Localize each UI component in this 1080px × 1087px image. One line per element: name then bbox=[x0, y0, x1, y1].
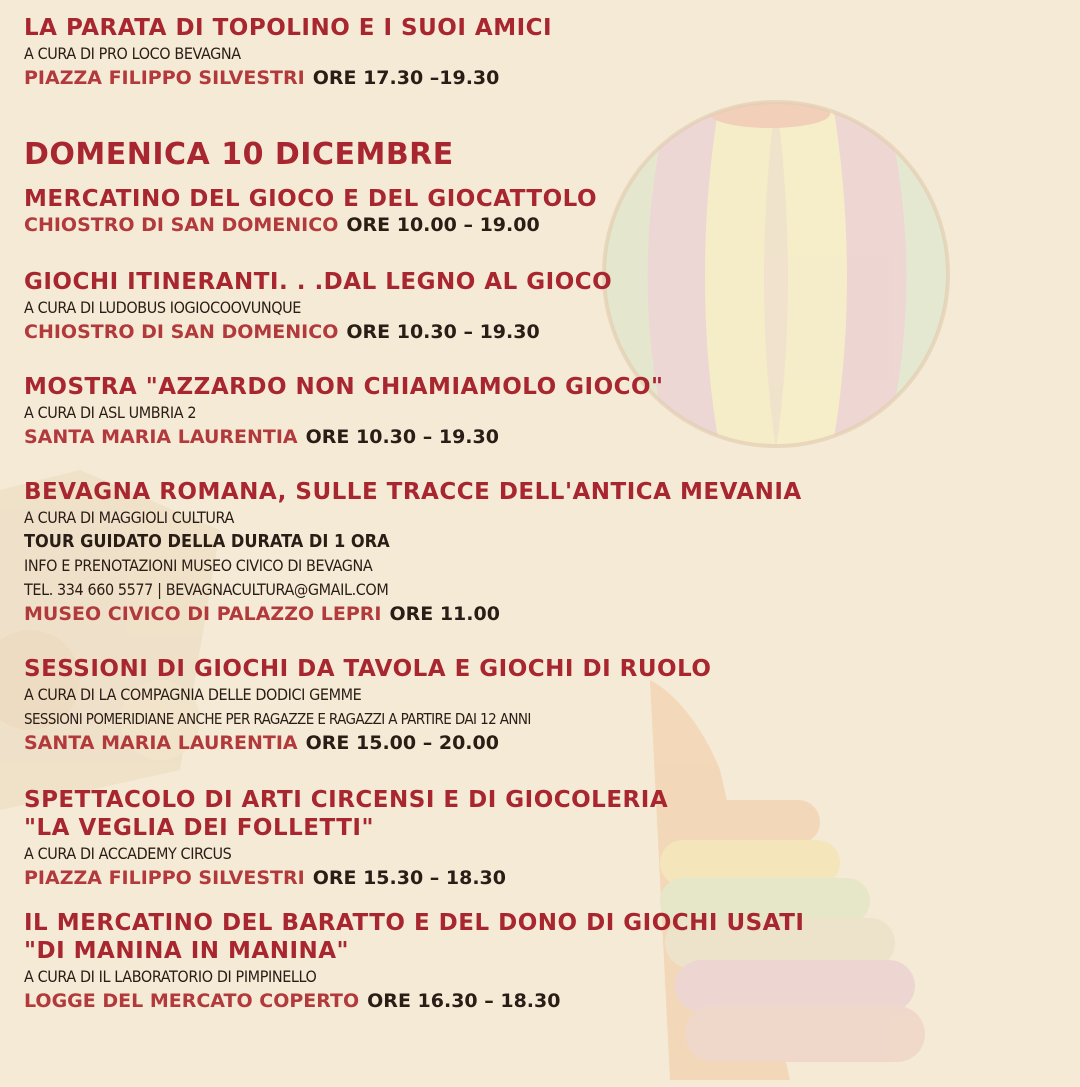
event-curator: A CURA DI LA COMPAGNIA DELLE DODICI GEMME bbox=[24, 685, 362, 704]
event-block bbox=[24, 655, 1064, 756]
place-name: PIAZZA FILIPPO SILVESTRI bbox=[24, 67, 305, 89]
event-block bbox=[24, 478, 1064, 627]
event-place bbox=[24, 213, 1064, 238]
event-title: MERCATINO DEL GIOCO E DEL GIOCATTOLO bbox=[24, 186, 598, 212]
event-curator: A CURA DI ASL UMBRIA 2 bbox=[24, 403, 197, 422]
event-title: SPETTACOLO DI ARTI CIRCENSI E DI GIOCOLERIA bbox=[24, 787, 669, 813]
event-title: LA PARATA DI TOPOLINO E I SUOI AMICI bbox=[24, 15, 553, 41]
place-name: PIAZZA FILIPPO SILVESTRI bbox=[24, 867, 305, 889]
event-time: ORE 11.00 bbox=[389, 603, 500, 625]
event-block bbox=[24, 14, 1064, 91]
event-subtitle: "LA VEGLIA DEI FOLLETTI" bbox=[24, 815, 374, 841]
event-subtitle: "DI MANINA IN MANINA" bbox=[24, 938, 350, 964]
place-name: CHIOSTRO DI SAN DOMENICO bbox=[24, 321, 339, 343]
place-name: SANTA MARIA LAURENTIA bbox=[24, 732, 298, 754]
event-curator: A CURA DI MAGGIOLI CULTURA bbox=[24, 508, 234, 527]
event-place bbox=[24, 989, 1064, 1014]
event-curator: A CURA DI ACCADEMY CIRCUS bbox=[24, 844, 232, 863]
event-contact: TEL. 334 660 5577 | BEVAGNACULTURA@GMAIL.COM bbox=[24, 580, 389, 599]
event-place bbox=[24, 731, 1064, 756]
event-place bbox=[24, 66, 1064, 91]
event-time: ORE 10.30 – 19.30 bbox=[305, 426, 499, 448]
place-name: LOGGE DEL MERCATO COPERTO bbox=[24, 990, 360, 1012]
place-name: CHIOSTRO DI SAN DOMENICO bbox=[24, 214, 339, 236]
event-place bbox=[24, 320, 1064, 345]
event-time: ORE 10.00 – 19.00 bbox=[346, 214, 540, 236]
event-block bbox=[24, 909, 1064, 1014]
event-place bbox=[24, 866, 1064, 891]
event-block bbox=[24, 268, 1064, 345]
event-curator: A CURA DI LUDOBUS IOGIOCOOVUNQUE bbox=[24, 298, 302, 317]
event-block bbox=[24, 786, 1064, 891]
place-name: MUSEO CIVICO DI PALAZZO LEPRI bbox=[24, 603, 382, 625]
event-place bbox=[24, 425, 1064, 450]
event-time: ORE 10.30 – 19.30 bbox=[346, 321, 540, 343]
event-block bbox=[24, 373, 1064, 450]
event-title: IL MERCATINO DEL BARATTO E DEL DONO DI GIOCHI USATI bbox=[24, 910, 805, 936]
event-title: GIOCHI ITINERANTI. . .DAL LEGNO AL GIOCO bbox=[24, 269, 613, 295]
event-place bbox=[24, 602, 1064, 627]
event-time: ORE 15.30 – 18.30 bbox=[312, 867, 506, 889]
event-time: ORE 15.00 – 20.00 bbox=[305, 732, 499, 754]
event-note: SESSIONI POMERIDIANE ANCHE PER RAGAZZE E RAGAZZI A PARTIRE DAI 12 ANNI bbox=[24, 710, 531, 728]
event-info: INFO E PRENOTAZIONI MUSEO CIVICO DI BEVAGNA bbox=[24, 556, 373, 575]
program-list bbox=[24, 10, 1064, 1014]
event-title: SESSIONI DI GIOCHI DA TAVOLA E GIOCHI DI RUOLO bbox=[24, 656, 712, 682]
event-tour: TOUR GUIDATO DELLA DURATA DI 1 ORA bbox=[24, 531, 390, 552]
day-heading: DOMENICA 10 DICEMBRE bbox=[24, 137, 454, 172]
event-curator: A CURA DI IL LABORATORIO DI PIMPINELLO bbox=[24, 967, 317, 986]
event-block bbox=[24, 185, 1064, 238]
event-curator: A CURA DI PRO LOCO BEVAGNA bbox=[24, 44, 241, 63]
event-time: ORE 16.30 – 18.30 bbox=[367, 990, 561, 1012]
event-time: ORE 17.30 –19.30 bbox=[312, 67, 500, 89]
place-name: SANTA MARIA LAURENTIA bbox=[24, 426, 298, 448]
event-title: BEVAGNA ROMANA, SULLE TRACCE DELL'ANTICA MEVANIA bbox=[24, 479, 802, 505]
event-title: MOSTRA "AZZARDO NON CHIAMIAMOLO GIOCO" bbox=[24, 374, 664, 400]
